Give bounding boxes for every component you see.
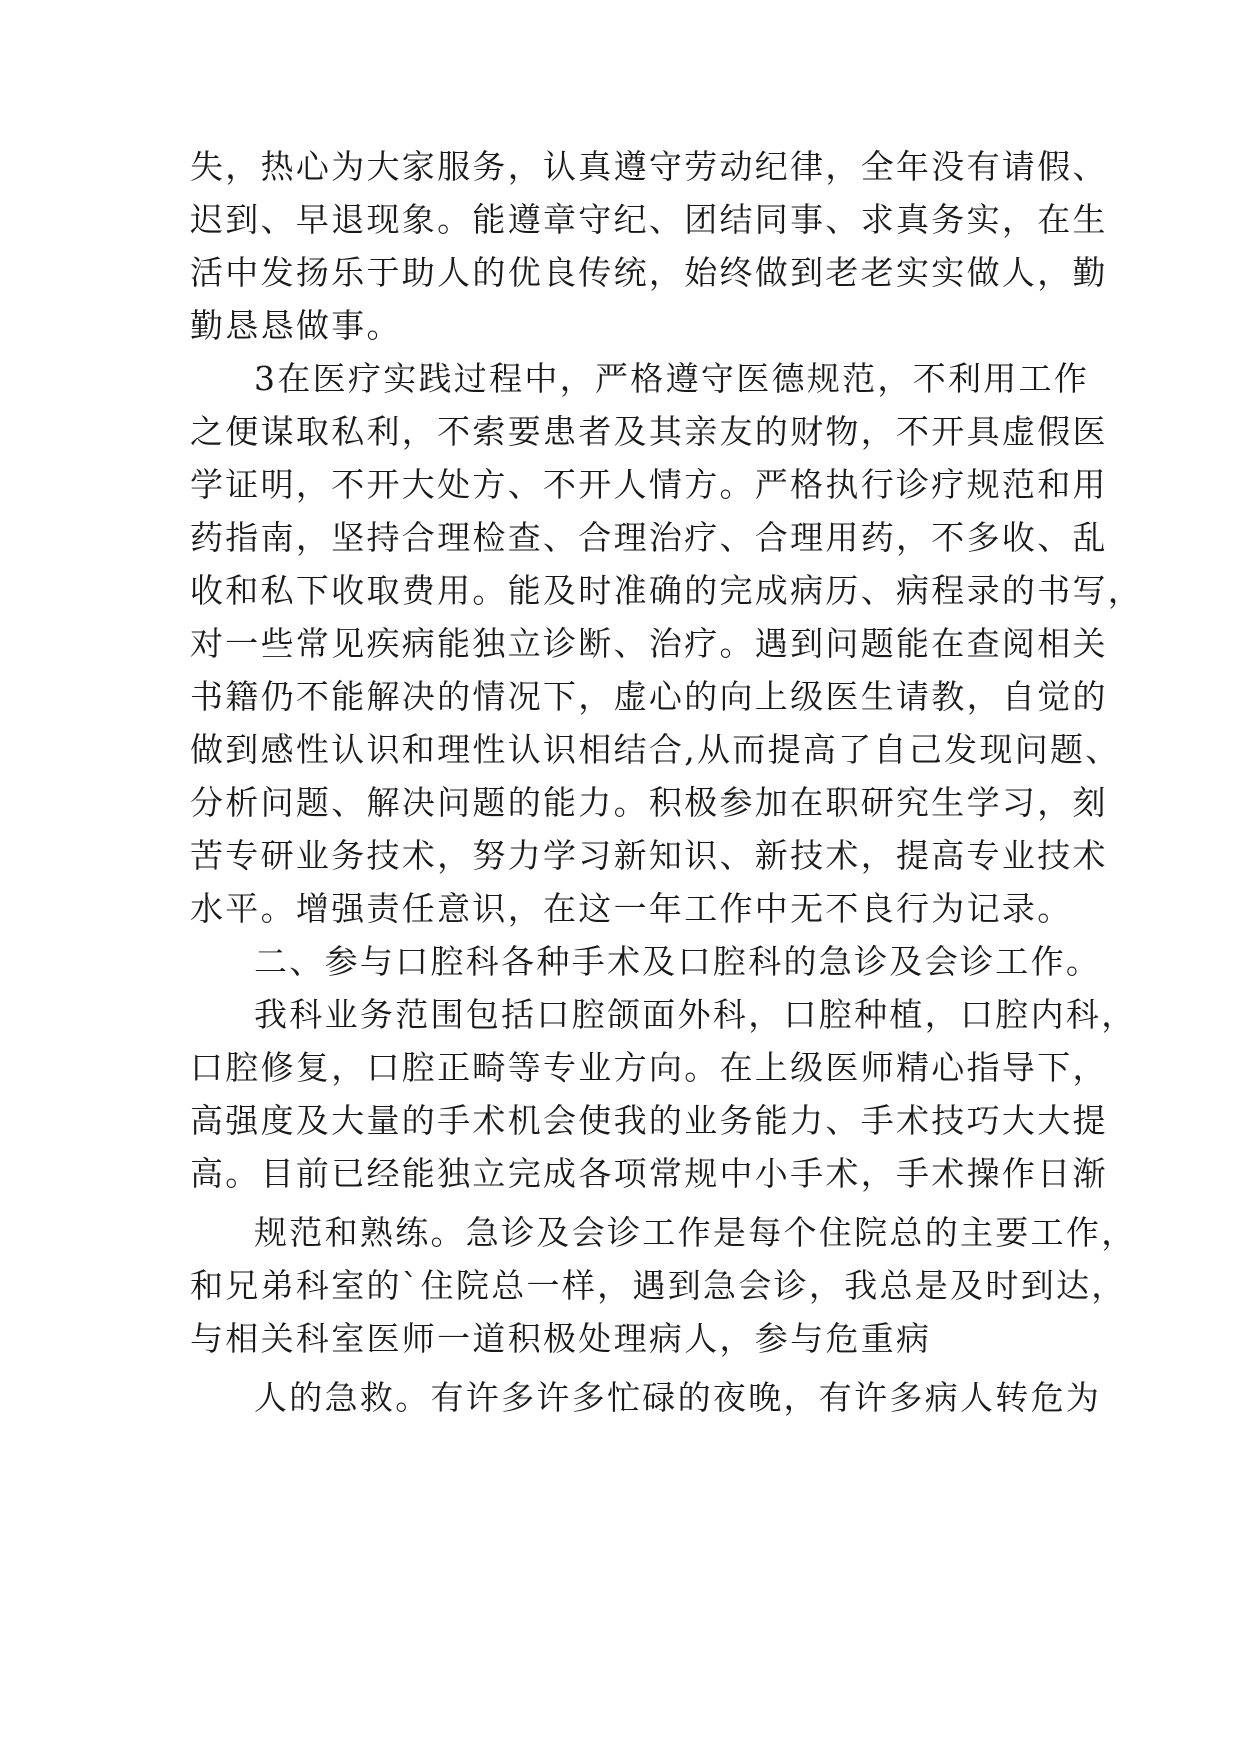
text-line: 勤恳恳做事。 — [190, 306, 402, 345]
paragraph-first-line: 3在医疗实践过程中，严格遵守医德规范，不利用工作 — [254, 359, 1090, 398]
text-line: 书籍仍不能解决的情况下，虚心的向上级医生请教，自觉的 — [190, 677, 1108, 716]
paragraph-first-line: 规范和熟练。急诊及会诊工作是每个住院总的主要工作， — [254, 1213, 1137, 1252]
text-line: 药指南，坚持合理检查、合理治疗、合理用药，不多收、乱 — [190, 518, 1108, 557]
text-line: 收和私下收取费用。能及时准确的完成病历、病程录的书写， — [190, 571, 1144, 610]
text-line: 口腔修复，口腔正畸等专业方向。在上级医师精心指导下， — [190, 1048, 1108, 1087]
text-line: 分析问题、解决问题的能力。积极参加在职研究生学习，刻 — [190, 783, 1108, 822]
text-line: 迟到、早退现象。能遵章守纪、团结同事、求真务实，在生 — [190, 200, 1108, 239]
text-line: 苦专研业务技术，努力学习新知识、新技术，提高专业技术 — [190, 836, 1108, 875]
text-line: 高强度及大量的手术机会使我的业务能力、手术技巧大大提 — [190, 1101, 1108, 1140]
text-line: 失，热心为大家服务，认真遵守劳动纪律，全年没有请假、 — [190, 147, 1108, 186]
paragraph-first-line: 我科业务范围包括口腔颌面外科，口腔种植，口腔内科， — [254, 995, 1137, 1034]
text-line: 学证明，不开大处方、不开人情方。严格执行诊疗规范和用 — [190, 465, 1108, 504]
section-heading: 二、参与口腔科各种手术及口腔科的急诊及会诊工作。 — [254, 942, 1102, 981]
text-line: 与相关科室医师一道积极处理病人，参与危重病 — [190, 1319, 932, 1358]
text-line: 水平。增强责任意识，在这一年工作中无不良行为记录。 — [190, 889, 1073, 928]
paragraph-first-line: 人的急救。有许多许多忙碌的夜晚，有许多病人转危为 — [254, 1378, 1102, 1417]
text-line: 活中发扬乐于助人的优良传统，始终做到老老实实做人，勤 — [190, 253, 1108, 292]
text-line: 做到感性认识和理性认识相结合,从而提高了自己发现问题、 — [190, 730, 1121, 769]
text-line: 对一些常见疾病能独立诊断、治疗。遇到问题能在查阅相关 — [190, 624, 1108, 663]
text-line: 高。目前已经能独立完成各项常规中小手术，手术操作日渐 — [190, 1154, 1108, 1193]
text-line: 之便谋取私利，不索要患者及其亲友的财物，不开具虚假医 — [190, 412, 1108, 451]
text-line: 和兄弟科室的`住院总一样，遇到急会诊，我总是及时到达， — [190, 1266, 1127, 1305]
